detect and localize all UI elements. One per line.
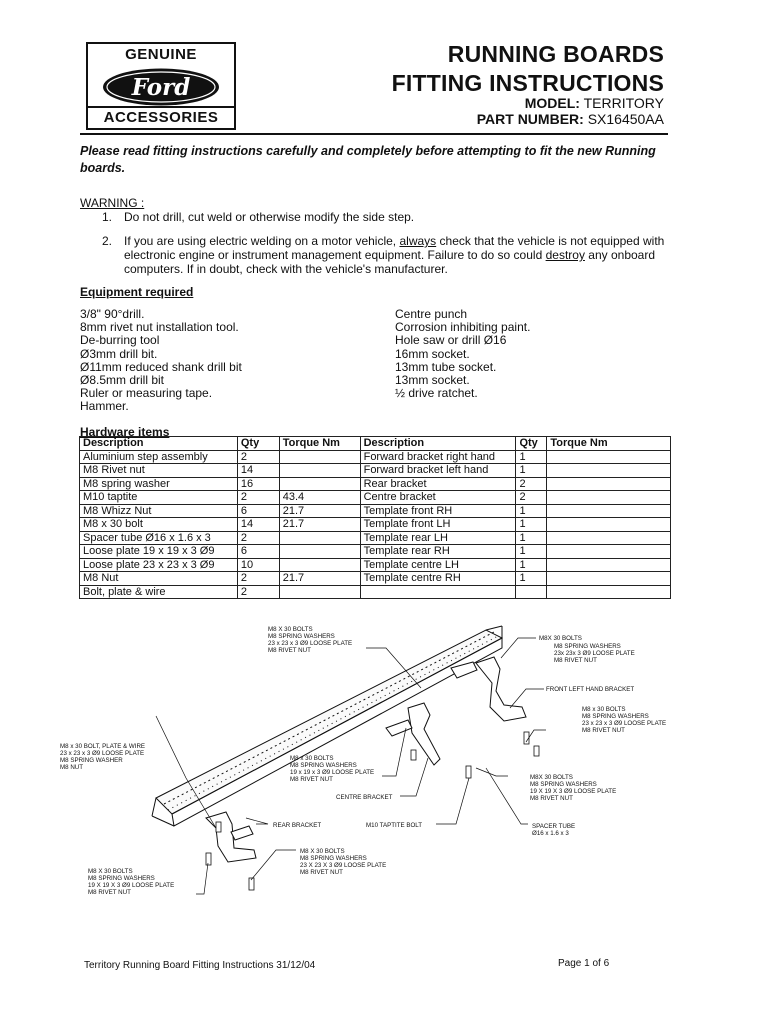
callout-bottom-left-line2: M8 SPRING WASHERS	[88, 875, 155, 882]
callout-left-line1: M8 x 30 BOLT, PLATE & WIRE	[60, 743, 146, 750]
table-cell	[547, 585, 671, 599]
taptite-bolt-label: M10 TAPTITE BOLT	[366, 822, 423, 829]
running-board-step-drawing	[152, 626, 502, 826]
table-cell	[547, 504, 671, 518]
warning-heading: WARNING :	[80, 196, 145, 210]
warning-item-1	[102, 210, 672, 224]
callout-centre-line1: M8 x 30 BOLTS	[290, 755, 334, 762]
table-cell: 2	[237, 531, 279, 545]
table-cell: Template rear LH	[360, 531, 516, 545]
warning-item-1-text: Do not drill, cut weld or otherwise modify the side step.	[124, 210, 415, 224]
header-divider	[80, 133, 668, 135]
equipment-heading: Equipment required	[80, 285, 194, 299]
title-line-2: FITTING INSTRUCTIONS	[391, 70, 664, 96]
table-cell: 1	[516, 450, 547, 464]
table-cell: 2	[516, 477, 547, 491]
hardware-table	[79, 436, 671, 599]
table-cell: M8 x 30 bolt	[80, 518, 238, 532]
spacer-tube-size: Ø16 x 1.6 x 3	[532, 830, 569, 837]
table-cell	[279, 545, 360, 559]
table-cell: 1	[516, 545, 547, 559]
table-cell: 2	[237, 491, 279, 505]
table-cell: 2	[237, 585, 279, 599]
table-row	[80, 477, 671, 491]
table-cell: 14	[237, 518, 279, 532]
callout-top-right-line3: 23x 23x 3 Ø9 LOOSE PLATE	[554, 650, 635, 657]
callout-right-low-line3: 19 X 19 X 3 Ø9 LOOSE PLATE	[530, 788, 617, 795]
table-cell: 2	[237, 572, 279, 586]
column-header: Qty	[516, 437, 547, 451]
table-header-row	[80, 437, 671, 451]
callout-labels	[60, 626, 666, 896]
table-cell	[547, 518, 671, 532]
spacer-tube-label: SPACER TUBE	[532, 823, 576, 830]
callout-bottom-mid-line1: M8 X 30 BOLTS	[300, 848, 345, 855]
equipment-item: 16mm socket.	[395, 346, 470, 361]
equipment-item: Ø11mm reduced shank drill bit	[80, 359, 242, 374]
table-cell	[516, 585, 547, 599]
ford-script-text: Ford	[131, 74, 191, 101]
table-cell	[279, 477, 360, 491]
callout-bottom-left-line1: M8 X 30 BOLTS	[88, 868, 133, 875]
equipment-item: Ruler or measuring tape.	[80, 386, 213, 401]
table-cell: 1	[516, 504, 547, 518]
title-line-1: RUNNING BOARDS	[447, 41, 664, 67]
callout-top-line3: 23 x 23 x 3 Ø9 LOOSE PLATE	[268, 640, 353, 647]
equipment-list-left	[80, 308, 242, 414]
front-left-hand-bracket-drawing	[451, 657, 526, 721]
table-cell: 43.4	[279, 491, 360, 505]
callout-top-line4: M8 RIVET NUT	[268, 647, 311, 654]
equipment-list-right	[395, 308, 530, 400]
table-cell: M8 spring washer	[80, 477, 238, 491]
equipment-item: 13mm tube socket.	[395, 359, 497, 374]
callout-right-low-line1: M8X 30 BOLTS	[530, 774, 573, 781]
model-label: MODEL:	[524, 95, 580, 111]
callout-centre-line3: 19 x 19 x 3 Ø9 LOOSE PLATE	[290, 769, 375, 776]
table-cell: M8 Whizz Nut	[80, 504, 238, 518]
callout-right-mid-line2: M8 SPRING WASHERS	[582, 713, 649, 720]
equipment-item: Hole saw or drill Ø16	[395, 333, 507, 348]
table-cell: Loose plate 23 x 23 x 3 Ø9	[80, 558, 238, 572]
model-line	[525, 95, 664, 112]
table-cell: 16	[237, 477, 279, 491]
equipment-item: Ø8.5mm drill bit	[80, 373, 165, 388]
callout-top-right-line4: M8 RIVET NUT	[554, 657, 597, 664]
ford-oval-icon	[101, 67, 221, 107]
table-cell	[360, 585, 516, 599]
part-number-value: SX16450AA	[587, 111, 664, 127]
intro-notice: Please read fitting instructions carefully and completely before attempting to fit the new Running boards.	[80, 144, 656, 175]
front-left-bracket-label: FRONT LEFT HAND BRACKET	[546, 686, 635, 693]
part-number-line	[477, 111, 664, 128]
centre-bracket-label: CENTRE BRACKET	[336, 794, 393, 801]
callout-left-line2: 23 x 23 x 3 Ø9 LOOSE PLATE	[60, 750, 145, 757]
table-cell: 6	[237, 545, 279, 559]
callout-top-right-line2: M8 SPRING WASHERS	[554, 643, 621, 650]
table-row	[80, 491, 671, 505]
callout-bottom-mid-line2: M8 SPRING WASHERS	[300, 855, 367, 862]
equipment-item: Corrosion inhibiting paint.	[395, 320, 531, 335]
callout-bottom-left-line4: M8 RIVET NUT	[88, 889, 131, 896]
warning-item-2	[102, 234, 672, 276]
table-cell: 21.7	[279, 572, 360, 586]
table-cell: 21.7	[279, 518, 360, 532]
table-cell: M8 Rivet nut	[80, 464, 238, 478]
table-cell	[547, 558, 671, 572]
callout-right-low-line4: M8 RIVET NUT	[530, 795, 573, 802]
part-number-label: PART NUMBER:	[476, 111, 584, 127]
column-header: Description	[360, 437, 516, 451]
emphasis-destroy: destroy	[545, 248, 585, 262]
column-header: Torque Nm	[547, 437, 671, 451]
emphasis-always: always	[399, 234, 437, 248]
warning-item-1-number: 1.	[102, 210, 113, 224]
callout-centre-line4: M8 RIVET NUT	[290, 776, 333, 783]
table-cell: Template centre LH	[360, 558, 516, 572]
equipment-item: Ø3mm drill bit.	[80, 346, 158, 361]
table-row	[80, 504, 671, 518]
page-title	[392, 40, 664, 98]
table-cell: Spacer tube Ø16 x 1.6 x 3	[80, 531, 238, 545]
equipment-item: Hammer.	[80, 399, 129, 414]
warning-item-2-number: 2.	[102, 234, 113, 248]
table-cell	[279, 450, 360, 464]
table-cell: Template front RH	[360, 504, 516, 518]
table-cell	[547, 572, 671, 586]
model-value: TERRITORY	[583, 95, 664, 111]
table-cell	[547, 477, 671, 491]
table-cell: 1	[516, 518, 547, 532]
table-cell: 1	[516, 572, 547, 586]
table-cell: Rear bracket	[360, 477, 516, 491]
column-header: Description	[80, 437, 238, 451]
table-row	[80, 450, 671, 464]
table-cell: Forward bracket right hand	[360, 450, 516, 464]
logo-accessories-text: ACCESSORIES	[88, 106, 234, 126]
running-board-assembly-diagram	[56, 618, 667, 908]
callout-left-line4: M8 NUT	[60, 764, 84, 771]
table-cell	[547, 450, 671, 464]
column-header: Torque Nm	[279, 437, 360, 451]
callout-top-line2: M8 SPRING WASHERS	[268, 633, 335, 640]
table-row	[80, 585, 671, 599]
table-cell: Aluminium step assembly	[80, 450, 238, 464]
table-cell: Bolt, plate & wire	[80, 585, 238, 599]
table-cell	[547, 464, 671, 478]
table-cell: 2	[237, 450, 279, 464]
equipment-item: 3/8" 90°drill.	[80, 307, 145, 321]
table-cell: 1	[516, 558, 547, 572]
footer-page-number: Page 1 of 6	[558, 958, 610, 969]
equipment-item: 13mm socket.	[395, 373, 470, 388]
column-header: Qty	[237, 437, 279, 451]
table-cell	[279, 464, 360, 478]
table-row	[80, 531, 671, 545]
logo-genuine-text: GENUINE	[125, 46, 197, 63]
table-cell: 1	[516, 464, 547, 478]
table-cell	[279, 558, 360, 572]
rear-bracket-drawing	[206, 812, 256, 862]
table-cell: Loose plate 19 x 19 x 3 Ø9	[80, 545, 238, 559]
table-row	[80, 545, 671, 559]
callout-right-mid-line1: M8 x 30 BOLTS	[582, 706, 626, 713]
warning-item-2-text: If you are using electric welding on a motor vehicle, always check that the vehicle is not equipped with electronic engine or instrument management equipment. Failure to do so could destroy any onboard computers. If in doubt, check with the vehicle's manufacturer.	[124, 234, 665, 276]
equipment-item: Centre punch	[395, 307, 468, 321]
callout-bottom-mid-line4: M8 RIVET NUT	[300, 869, 343, 876]
genuine-ford-accessories-logo	[86, 42, 236, 130]
table-cell: 6	[237, 504, 279, 518]
callout-right-mid-line4: M8 RIVET NUT	[582, 727, 625, 734]
table-cell: 2	[516, 491, 547, 505]
table-cell: 14	[237, 464, 279, 478]
hardware-heading: Hardware items	[80, 425, 170, 439]
table-cell	[547, 531, 671, 545]
table-cell: 1	[516, 531, 547, 545]
table-cell: M8 Nut	[80, 572, 238, 586]
table-cell	[279, 531, 360, 545]
table-row	[80, 572, 671, 586]
callout-right-mid-line3: 23 x 23 x 3 Ø9 LOOSE PLATE	[582, 720, 667, 727]
callout-centre-line2: M8 SPRING WASHERS	[290, 762, 357, 769]
table-cell: Centre bracket	[360, 491, 516, 505]
callout-bottom-left-line3: 19 X 19 X 3 Ø9 LOOSE PLATE	[88, 882, 175, 889]
table-cell: Template centre RH	[360, 572, 516, 586]
table-cell: Template rear RH	[360, 545, 516, 559]
table-cell: M10 taptite	[80, 491, 238, 505]
equipment-item: De-burring tool	[80, 333, 160, 348]
callout-bottom-mid-line3: 23 X 23 X 3 Ø9 LOOSE PLATE	[300, 862, 387, 869]
equipment-item: ½ drive ratchet.	[395, 386, 478, 401]
table-cell	[547, 545, 671, 559]
footer-document-title: Territory Running Board Fitting Instructions 31/12/04	[84, 960, 316, 971]
table-cell: 21.7	[279, 504, 360, 518]
callout-top-line1: M8 X 30 BOLTS	[268, 626, 313, 633]
table-cell	[279, 585, 360, 599]
table-row	[80, 518, 671, 532]
callout-left-line3: M8 SPRING WASHER	[60, 757, 123, 764]
table-cell: Forward bracket left hand	[360, 464, 516, 478]
table-cell: Template front LH	[360, 518, 516, 532]
table-cell: 10	[237, 558, 279, 572]
table-row	[80, 464, 671, 478]
equipment-item: 8mm rivet nut installation tool.	[80, 320, 239, 335]
table-cell	[547, 491, 671, 505]
rear-bracket-label: REAR BRACKET	[273, 822, 322, 829]
table-row	[80, 558, 671, 572]
callout-right-low-line2: M8 SPRING WASHERS	[530, 781, 597, 788]
callout-top-right-line1: M8X 30 BOLTS	[539, 635, 582, 642]
